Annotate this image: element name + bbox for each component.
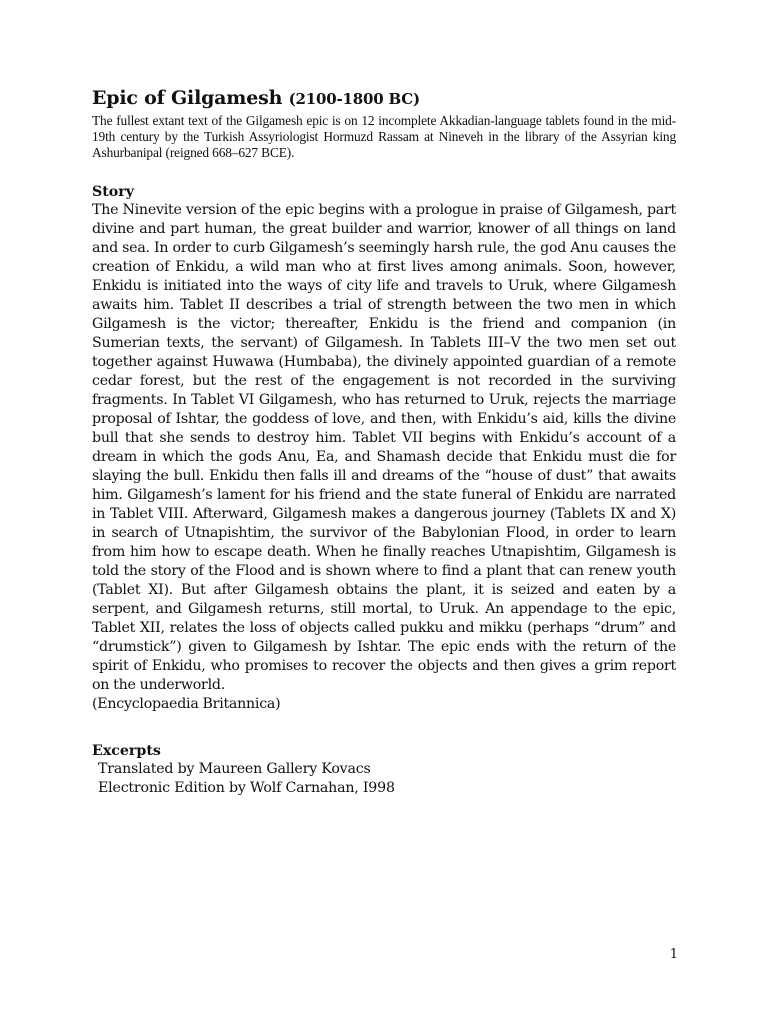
page-content: [92, 86, 676, 798]
title-text: Epic of Gilgamesh: [92, 87, 283, 109]
story-source: (Encyclopaedia Britannica): [92, 696, 281, 712]
intro-paragraph: The fullest extant text of the Gilgamesh epic is on 12 incomplete Akkadian-language tablets found in the mid-19th century by the Turkish Assyriologist Hormuzd Rassam at Nineveh in the library of the Assyrian king Ashurbanipal (reigned 668–627 BCE).: [92, 113, 676, 160]
page-number: 1: [669, 947, 678, 962]
title-dates: (2100-1800 BC): [288, 90, 420, 108]
story-text: The Ninevite version of the epic begins with a prologue in praise of Gilgamesh, part divine and part human, the great builder and warrior, knower of all things on land and sea. In order to curb Gilgamesh’s seemingly harsh rule, the god Anu causes the creation of Enkidu, a wild man who at first lives among animals. Soon, however, Enkidu is initiated into the ways of city life and travels to Uruk, where Gilgamesh awaits him. Tablet II describes a trial of strength between the two men in which Gilgamesh is the victor; thereafter, Enkidu is the friend and companion (in Sumerian texts, the servant) of Gilgamesh. In Tablets III–V the two men set out together against Huwawa (Humbaba), the divinely appointed guardian of a remote cedar forest, but the rest of the engagement is not recorded in the surviving fragments. In Tablet VI Gilgamesh, who has returned to Uruk, rejects the marriage proposal of Ishtar, the goddess of love, and then, with Enkidu’s aid, kills the divine bull that she sends to destroy him. Tablet VII begins with Enkidu’s account of a dream in which the gods Anu, Ea, and Shamash decide that Enkidu must die for slaying the bull. Enkidu then falls ill and dreams of the “house of dust” that awaits him. Gilgamesh’s lament for his friend and the state funeral of Enkidu are narrated in Tablet VIII. Afterward, Gilgamesh makes a dangerous journey (Tablets IX and X) in search of Utnapishtim, the survivor of the Babylonian Flood, in order to learn from him how to escape death. When he finally reaches Utnapishtim, Gilgamesh is told the story of the Flood and is shown where to find a plant that can renew youth (Tablet XI). But after Gilgamesh obtains the plant, it is seized and eaten by a serpent, and Gilgamesh returns, still mortal, to Uruk. An appendage to the epic, Tablet XII, relates the loss of objects called pukku and mikku (perhaps “drum” and “drumstick”) given to Gilgamesh by Ishtar. The epic ends with the return of the spirit of Enkidu, who promises to recover the objects and then gives a grim report on the underworld.: [92, 202, 676, 693]
story-heading: Story: [92, 184, 134, 200]
excerpts-heading: Excerpts: [92, 743, 161, 759]
edition-credit: Electronic Edition by Wolf Carnahan, I998: [98, 780, 395, 796]
page-title: [92, 86, 676, 111]
story-paragraph: [92, 201, 676, 714]
translator-credit: Translated by Maureen Gallery Kovacs: [98, 761, 371, 777]
